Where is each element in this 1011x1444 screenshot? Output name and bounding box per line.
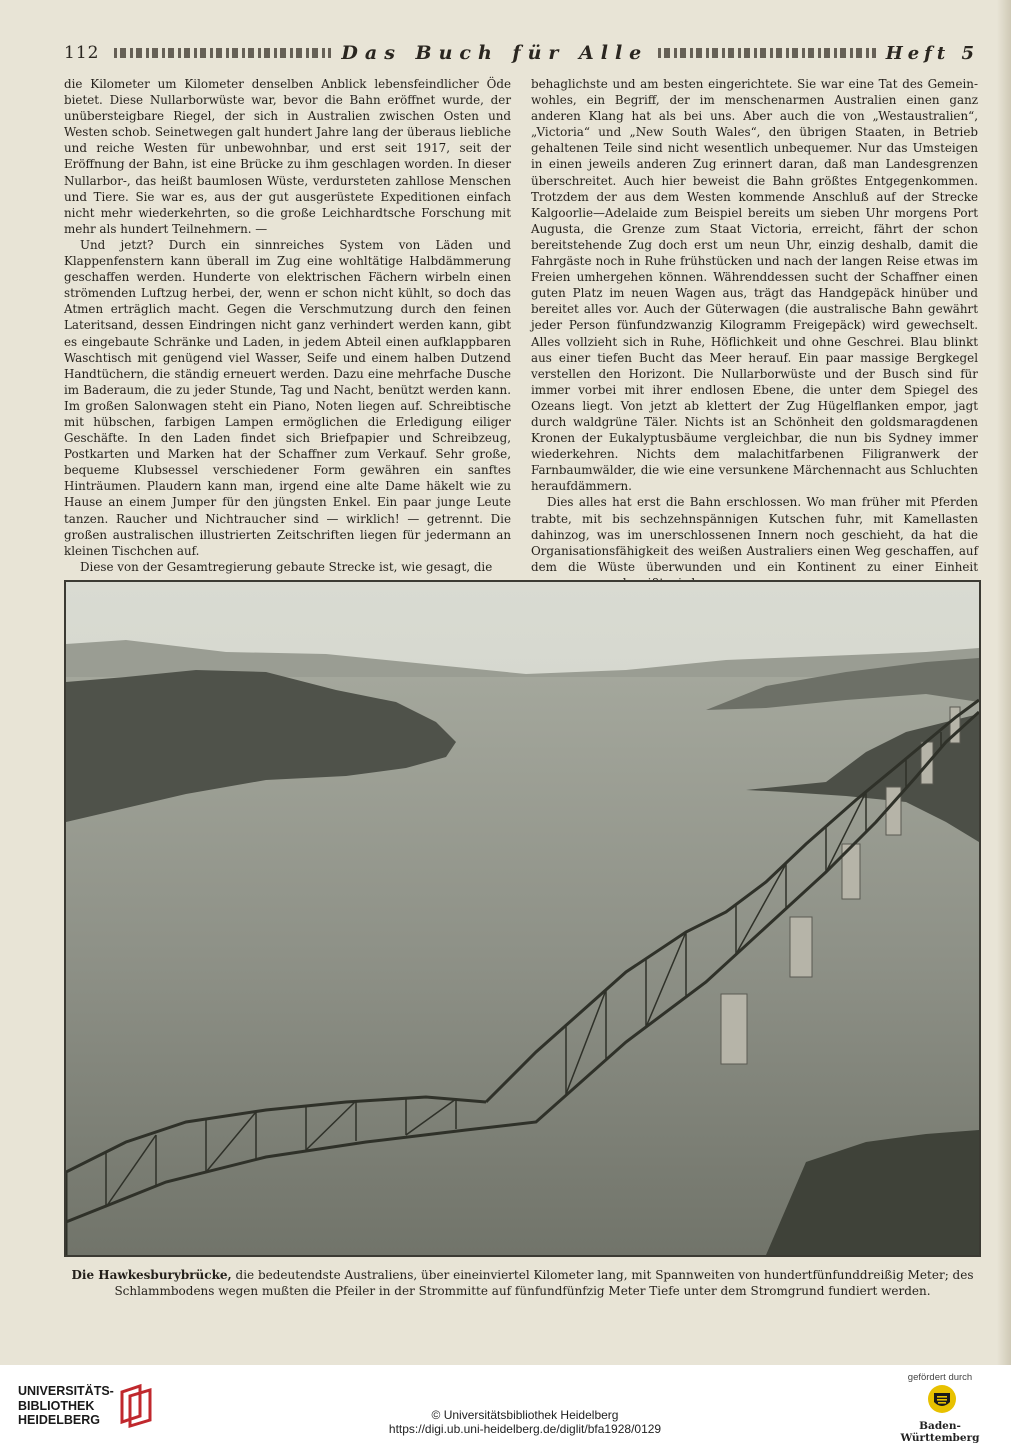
caption-text: die bedeutendste Australiens, über eineinviertel Kilometer lang, mit Spannweiten von hundertfünfunddreißig Meter; des Schlammbodens wegen mußten die Pfeiler in der Strommitte auf fünfundfünfzig Meter Tiefe unter dem Stromgrund fundiert werden.	[114, 1268, 974, 1298]
publication-title: Das Buch für Alle	[341, 42, 649, 64]
page-number: 112	[64, 43, 100, 63]
paragraph: die Kilometer um Kilometer denselben Anblick lebensfeindlicher Öde bietet. Diese Nullarborwüste war, bevor die Bahn eröffnet wurde, der unübersteigbare Riegel, der sich in Australien zwischen Osten und Westen schob. Seinetwegen galt hundert Jahre lang der überaus liebliche und reiche Westen für unbewohnbar, und erst seit 1917, seit der Eröffnung der Bahn, ist eine Brücke zu ihm geschlagen worden. In dieser Nullarbor-, das heißt baumlosen Wüste, verdursteten zahllose Menschen und Tiere. Sie war es, aus der gut ausgerüstete Expeditionen einfach nicht mehr wiederkehrten, so die große Leichhardtsche Forschung mit mehr als hundert Teilnehmern. —	[64, 77, 511, 236]
library-logo[interactable]	[18, 1382, 148, 1430]
document-url[interactable]: https://digi.ub.uni-heidelberg.de/diglit/bfa1928/0129	[388, 1422, 662, 1436]
header-ornament-left	[114, 48, 331, 58]
hawkesbury-bridge-image	[66, 582, 979, 1255]
baden-wuerttemberg-emblem-icon	[918, 1384, 966, 1414]
funded-by-label: gefördert durch	[907, 1372, 973, 1383]
library-icon	[118, 1382, 156, 1428]
header-ornament-right	[658, 48, 875, 58]
bridge-pier	[790, 917, 812, 977]
paragraph: Und jetzt? Durch ein sinnreiches System von Läden und Klappenfenstern kann überall im Zug eine wohltätige Halbdämmerung geschaffen werden. Hunderte von elektrischen Fächern wirbeln einen strömenden Luftzug herbei, der, wenn er schon nicht kühlt, so doch das Atmen erträglich macht. Gegen die Verschmutzung durch den feinen Lateritsand, dessen Eindringen nicht ganz verhindert werden kann, gibt es eingebaute Schränke und Laden, in jedem Abteil einen aufklappbaren Waschtisch mit genügend viel Wasser, Seife und einem halben Dutzend Handtüchern, die ständig erneuert werden. Dazu eine mehrfache Dusche im Baderaum, die zu jeder Stunde, Tag und Nacht, benützt werden kann. Im großen Salonwagen steht ein Piano, Noten liegen auf. Schreibtische mit hübschen, farbigen Lampen ermöglichen die Erledigung eiliger Geschäfte. In den Laden findet sich Briefpapier und Schreibzeug, Postkarten und Marken hat der Schaffner zum Verkauf. Sehr große, bequeme Klubsessel verschiedener Form gewähren ein sanftes Hinträumen. Plaudern kann man, irgend eine alte Dame häkelt wie zu Hause an einem Jumper für den jüngsten Enkel. Ein paar junge Leute tanzen. Raucher und Nichtraucher sind — wirklich! — getrennt. Die großen australischen illustrierten Zeitschriften liegen für jedermann an kleinen Tischchen auf.	[64, 237, 511, 558]
text-column-right	[531, 76, 978, 591]
paragraph: Dies alles hat erst die Bahn erschlossen. Wo man früher mit Pferden trabte, mit bis sechzehnspännigen Kutschen fuhr, mit Kamellasten dahinzog, was im unerschlossenen Innern noch geschieht, da hat die Organisationsfähigkeit des weißen Australiers einen Weg geschaffen, auf dem die Wüste überwunden und ein Kontinent zu einer Einheit	[531, 495, 978, 574]
issue-label: Heft 5	[885, 42, 980, 64]
photo-caption	[64, 1268, 981, 1299]
library-name-line: BIBLIOTHEK	[18, 1398, 95, 1413]
funder-name[interactable]: Baden-Württemberg	[900, 1420, 980, 1444]
paragraph: behaglichste und am besten eingerichtete. Sie war eine Tat des Gemeinwohles, ein Begriff, der im menschenarmen Australien einen ganz anderen Klang hat als bei uns. Aber auch die von „Westaustralien“, „Victoria“ und „New South Wales“, den übrigen Staaten, in Betrieb gehaltenen Teile sind nicht wesentlich unbequemer. Nur das Umsteigen in einen jeweils anderen Zug erinnert daran, daß man Landesgrenzen überschreitet. Auch hier beweist die Bahn größtes Entgegenkommen. Trotzdem der aus dem Westen kommende Anschluß auf der Strecke Kalgoorlie—Adelaide zum Beispiel bereits um sieben Uhr morgens Port Augusta, die Grenze zum Staat Victoria, erreicht, fährt der schon bereitstehende Zug doch erst um neun Uhr, einzig deshalb, damit die Fahrgäste noch in Ruhe frühstücken und nach der langen Reise etwas im Freien umhergehen können. Währenddessen sucht der Schaffner einen guten Platz im neuen Wagen aus, trägt das Handgepäck hinüber und bereitet alles vor. Auch der Güterwagen (die australische Bahn gewährt jeder Person fünfundzwanzig Kilogramm Freigepäck) wird gewechselt. Alles vollzieht sich in Ruhe, Höflichkeit und ohne Geschrei. Blau blinkt aus einer tiefen Bucht das Meer herauf. Ein paar massige Bergkegel verstellen den Horizont. Die Nullarborwüste und der Busch sind für immer vorbei mit ihrer endlosen Ebene, die unter dem Spiegel des Ozeans liegt. Von jetzt ab klettert der Zug Hügelflanken empor, jagt durch waldgrüne Täler. Nichts ist an Schönheit den goldsmaragdenen Kronen der Eukalyptusbäume vergleichbar, die nun bis Sydney immer wiederkehren. Nichts dem malachitfarbenen Filigranwerk der Farnbaumwälder, die wie eine versunkene Märchennacht aus Schluchten heraufdämmern.	[531, 77, 978, 494]
copyright-text: © Universitätsbibliothek Heidelberg	[431, 1408, 619, 1422]
bridge-photograph	[64, 580, 981, 1257]
paragraph: Diese von der Gesamtregierung gebaute Strecke ist, wie gesagt, die	[80, 559, 493, 574]
text-column-left	[64, 76, 511, 575]
caption-title: Die Hawkesburybrücke,	[71, 1268, 232, 1282]
page-header	[64, 42, 979, 64]
library-name-line: HEIDELBERG	[18, 1413, 100, 1427]
copyright-notice	[300, 1408, 750, 1436]
library-name	[18, 1384, 114, 1428]
bridge-pier	[721, 994, 747, 1064]
library-name-line: UNIVERSITÄTS-	[18, 1384, 114, 1398]
